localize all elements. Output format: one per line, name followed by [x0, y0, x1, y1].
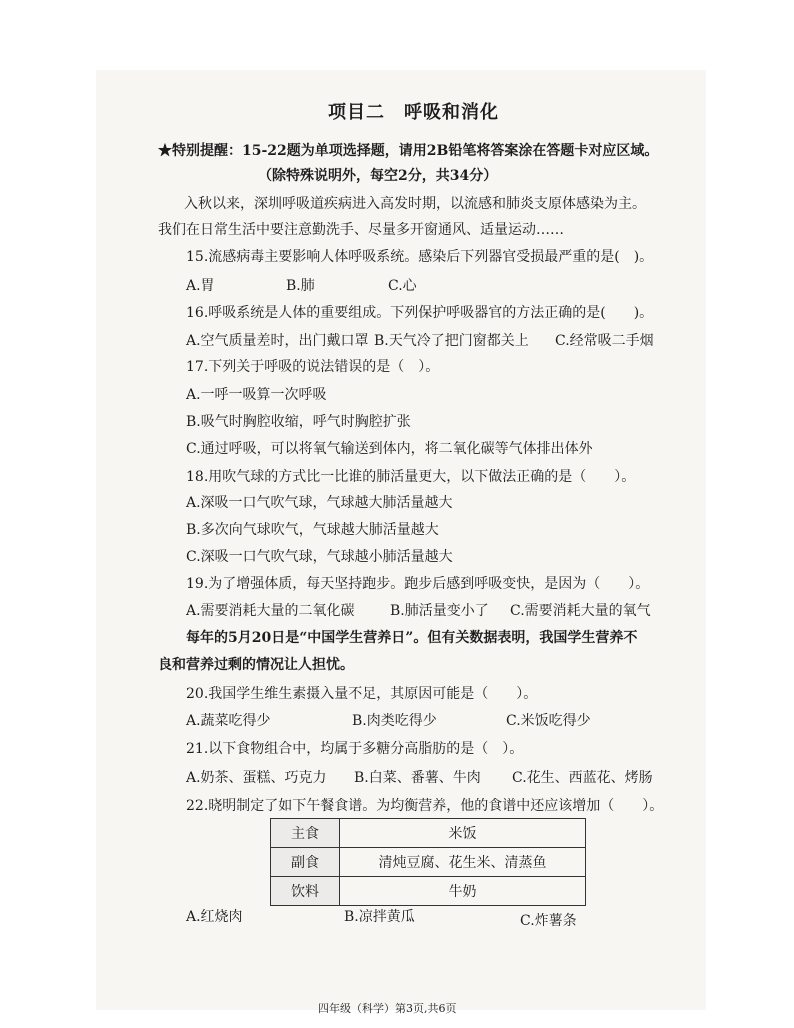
q18-option-b[interactable]: B.多次向气球吹气，气球越大肺活量越大	[186, 522, 439, 538]
scoring-note: （除特殊说明外，每空2分，共34分）	[258, 168, 498, 184]
menu-item-cell: 清炖豆腐、花生米、清蒸鱼	[340, 848, 586, 877]
q16-option-c[interactable]: C.经常吸二手烟	[555, 333, 654, 349]
q21-option-a[interactable]: A.奶茶、蛋糕、巧克力	[186, 770, 327, 786]
menu-item-cell: 米饭	[340, 819, 586, 848]
intro2-line1: 每年的5月20日是“中国学生营养日”。但有关数据表明，我国学生营养不	[186, 630, 638, 646]
q15-option-a[interactable]: A.胃	[186, 278, 215, 294]
q19-option-a[interactable]: A.需要消耗大量的二氧化碳	[186, 603, 355, 619]
q19-stem: 19.为了增强体质，每天坚持跑步。跑步后感到呼吸变快，是因为（ ）。	[186, 576, 650, 592]
q18-option-c[interactable]: C.深吸一口气吹气球，气球越小肺活量越大	[186, 549, 453, 565]
q21-stem: 21.以下食物组合中，均属于多糖分高脂肪的是（ ）。	[186, 741, 524, 757]
q22-option-c[interactable]: C.炸薯条	[520, 913, 577, 929]
q15-option-b[interactable]: B.肺	[286, 278, 315, 294]
table-row	[271, 877, 586, 906]
q22-option-a[interactable]: A.红烧肉	[186, 909, 243, 925]
intro1-line1: 入秋以来，深圳呼吸道疾病进入高发时期，以流感和肺炎支原体感染为主。	[184, 196, 646, 212]
q18-stem: 18.用吹气球的方式比一比谁的肺活量更大，以下做法正确的是（ ）。	[186, 469, 636, 485]
q19-option-b[interactable]: B.肺活量变小了	[390, 603, 489, 619]
q22-stem: 22.晓明制定了如下午餐食谱。为均衡营养，他的食谱中还应该增加（ ）。	[186, 798, 664, 814]
q16-stem: 16.呼吸系统是人体的重要组成。下列保护呼吸器官的方法正确的是( )。	[186, 305, 654, 321]
special-notice: ★特别提醒：15-22题为单项选择题，请用2B铅笔将答案涂在答题卡对应区域。	[158, 143, 659, 159]
table-row	[271, 819, 586, 848]
q15-stem: 15.流感病毒主要影响人体呼吸系统。感染后下列器官受损最严重的是( )。	[186, 249, 654, 265]
q17-option-b[interactable]: B.吸气时胸腔收缩，呼气时胸腔扩张	[186, 414, 411, 430]
menu-item-cell: 牛奶	[340, 877, 586, 906]
intro2-line2: 良和营养过剩的情况让人担忧。	[158, 657, 354, 673]
q15-option-c[interactable]: C.心	[388, 278, 417, 294]
q17-option-a[interactable]: A.一呼一吸算一次呼吸	[186, 387, 327, 403]
q17-option-c[interactable]: C.通过呼吸，可以将氧气输送到体内，将二氧化碳等气体排出体外	[186, 441, 593, 457]
q20-option-c[interactable]: C.米饭吃得少	[506, 713, 591, 729]
menu-category-cell: 副食	[271, 848, 340, 877]
q21-option-c[interactable]: C.花生、西蓝花、烤肠	[512, 770, 653, 786]
q20-option-b[interactable]: B.肉类吃得少	[352, 713, 437, 729]
menu-category-cell: 主食	[271, 819, 340, 848]
lunch-menu-table	[270, 818, 586, 906]
q17-stem: 17.下列关于呼吸的说法错误的是（ ）。	[186, 359, 440, 375]
bleed-through-mark	[560, 96, 564, 110]
intro1-line2: 我们在日常生活中要注意勤洗手、尽量多开窗通风、适量运动……	[158, 222, 564, 238]
table-row	[271, 848, 586, 877]
section-title: 项目二 呼吸和消化	[328, 102, 499, 123]
q16-option-b[interactable]: B.天气冷了把门窗都关上	[374, 333, 529, 349]
q22-option-b[interactable]: B.凉拌黄瓜	[344, 909, 415, 925]
q16-option-a[interactable]: A.空气质量差时，出门戴口罩	[186, 333, 369, 349]
q18-option-a[interactable]: A.深吸一口气吹气球，气球越大肺活量越大	[186, 495, 453, 511]
q20-stem: 20.我国学生维生素摄入量不足，其原因可能是（ ）。	[186, 686, 538, 702]
menu-category-cell: 饮料	[271, 877, 340, 906]
q20-option-a[interactable]: A.蔬菜吃得少	[186, 713, 271, 729]
page-footer: 四年级（科学）第3页,共6页	[318, 1002, 457, 1015]
q19-option-c[interactable]: C.需要消耗大量的氧气	[510, 603, 651, 619]
q21-option-b[interactable]: B.白菜、番薯、牛肉	[354, 770, 481, 786]
